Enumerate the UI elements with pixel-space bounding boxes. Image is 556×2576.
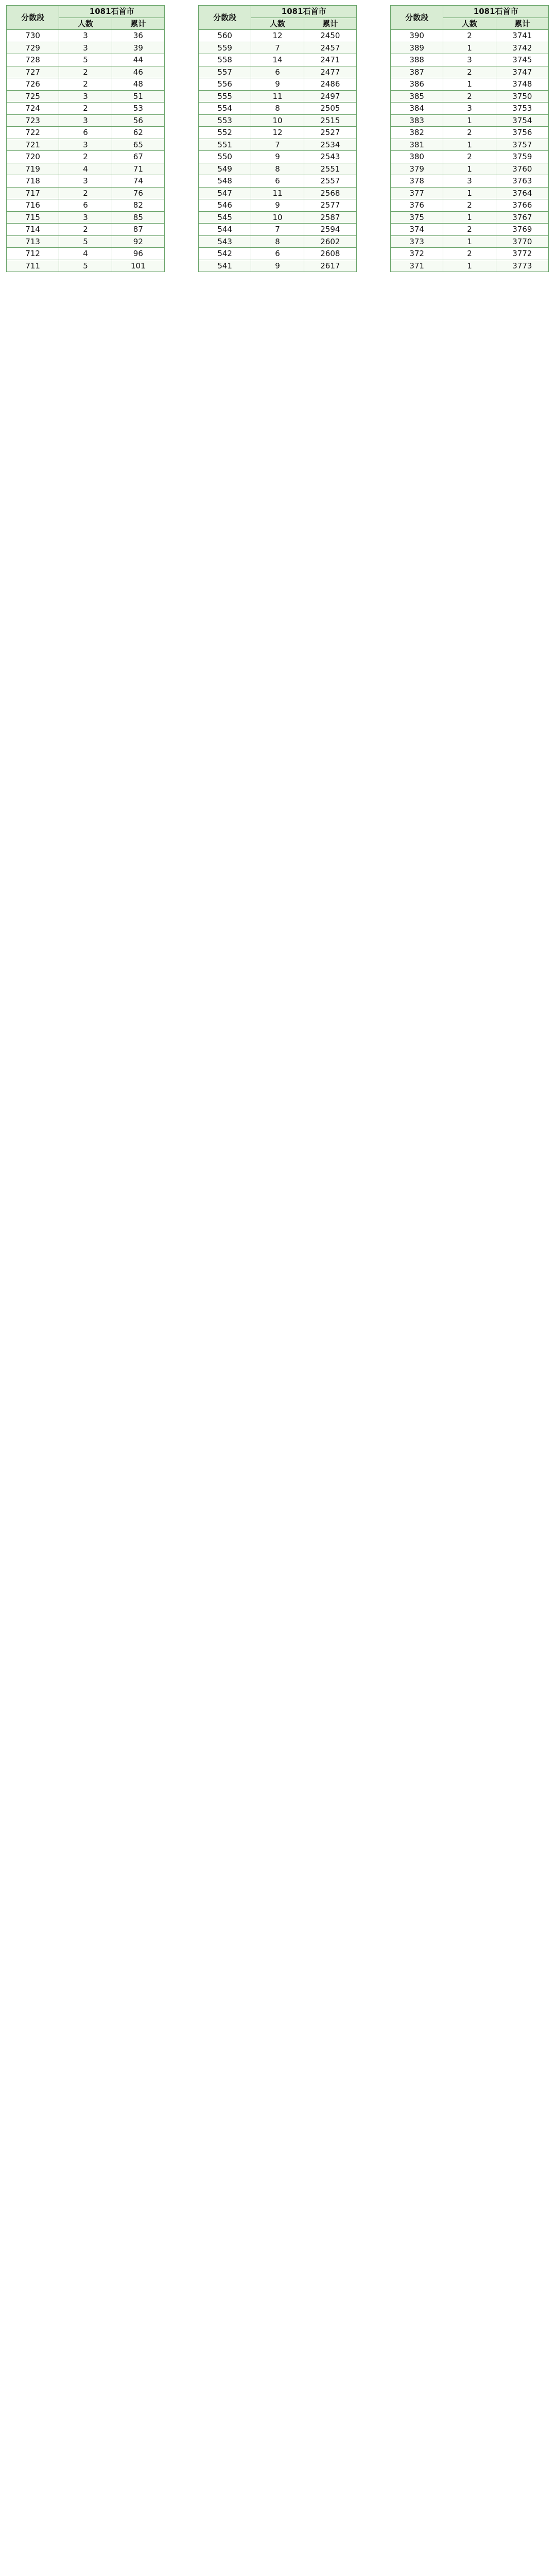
- count-cell: 4: [59, 163, 112, 175]
- table-row: [199, 211, 357, 224]
- count-cell: 2: [443, 248, 496, 260]
- cumulative-cell: 3754: [496, 114, 548, 127]
- table-row: [199, 224, 357, 236]
- table-row: [391, 90, 549, 103]
- count-cell: 1: [443, 187, 496, 199]
- count-cell: 6: [59, 127, 112, 139]
- cumulative-cell: 2527: [304, 127, 356, 139]
- score-cell: 375: [391, 211, 443, 224]
- score-cell: 726: [7, 78, 59, 91]
- cumulative-cell: 3763: [496, 175, 548, 188]
- score-cell: 371: [391, 260, 443, 272]
- count-cell: 9: [251, 151, 304, 163]
- group-header: 1081石首市: [59, 6, 165, 18]
- score-cell: 558: [199, 54, 251, 66]
- score-cell: 541: [199, 260, 251, 272]
- score-cell: 383: [391, 114, 443, 127]
- col-count-header: 人数: [251, 18, 304, 30]
- count-cell: 2: [443, 127, 496, 139]
- cumulative-cell: 76: [112, 187, 164, 199]
- table-row: [7, 103, 165, 115]
- col-count-header: 人数: [59, 18, 112, 30]
- table-row: [391, 66, 549, 78]
- count-cell: 1: [443, 260, 496, 272]
- table-row: [391, 260, 549, 272]
- cumulative-cell: 56: [112, 114, 164, 127]
- count-cell: 6: [59, 199, 112, 212]
- table-row: [199, 199, 357, 212]
- score-cell: 373: [391, 235, 443, 248]
- cumulative-cell: 2617: [304, 260, 356, 272]
- table-row: [7, 114, 165, 127]
- group-header: 1081石首市: [251, 6, 357, 18]
- score-cell: 389: [391, 42, 443, 54]
- count-cell: 9: [251, 78, 304, 91]
- score-cell: 390: [391, 30, 443, 42]
- table-row: [199, 163, 357, 175]
- cumulative-cell: 87: [112, 224, 164, 236]
- count-cell: 11: [251, 90, 304, 103]
- count-cell: 2: [59, 66, 112, 78]
- table-row: [391, 199, 549, 212]
- table-row: [391, 139, 549, 151]
- count-cell: 1: [443, 42, 496, 54]
- cumulative-cell: 3741: [496, 30, 548, 42]
- cumulative-cell: 74: [112, 175, 164, 188]
- score-cell: 378: [391, 175, 443, 188]
- score-cell: 546: [199, 199, 251, 212]
- table-row: [391, 42, 549, 54]
- table-row: [391, 187, 549, 199]
- score-cell: 717: [7, 187, 59, 199]
- score-cell: 715: [7, 211, 59, 224]
- group-header: 1081石首市: [443, 6, 549, 18]
- count-cell: 2: [59, 151, 112, 163]
- table-row: [7, 139, 165, 151]
- table-body: [7, 30, 165, 272]
- col-score-header: 分数段: [391, 6, 443, 30]
- score-cell: 549: [199, 163, 251, 175]
- count-cell: 8: [251, 163, 304, 175]
- count-cell: 3: [59, 90, 112, 103]
- cumulative-cell: 2557: [304, 175, 356, 188]
- cumulative-cell: 48: [112, 78, 164, 91]
- cumulative-cell: 3748: [496, 78, 548, 91]
- score-cell: 719: [7, 163, 59, 175]
- count-cell: 2: [443, 224, 496, 236]
- table-row: [199, 127, 357, 139]
- table-row: [199, 175, 357, 188]
- col-cum-header: 累计: [304, 18, 356, 30]
- table-row: [391, 78, 549, 91]
- count-cell: 3: [443, 54, 496, 66]
- cumulative-cell: 101: [112, 260, 164, 272]
- score-cell: 730: [7, 30, 59, 42]
- cumulative-cell: 2602: [304, 235, 356, 248]
- count-cell: 11: [251, 187, 304, 199]
- cumulative-cell: 3767: [496, 211, 548, 224]
- cumulative-cell: 3753: [496, 103, 548, 115]
- count-cell: 8: [251, 103, 304, 115]
- cumulative-cell: 65: [112, 139, 164, 151]
- count-cell: 1: [443, 163, 496, 175]
- cumulative-cell: 2515: [304, 114, 356, 127]
- count-cell: 2: [443, 151, 496, 163]
- count-cell: 14: [251, 54, 304, 66]
- score-cell: 560: [199, 30, 251, 42]
- score-cell: 556: [199, 78, 251, 91]
- score-cell: 544: [199, 224, 251, 236]
- score-cell: 714: [7, 224, 59, 236]
- cumulative-cell: 3742: [496, 42, 548, 54]
- table-row: [391, 30, 549, 42]
- table-row: [199, 78, 357, 91]
- score-cell: 555: [199, 90, 251, 103]
- count-cell: 7: [251, 139, 304, 151]
- score-cell: 722: [7, 127, 59, 139]
- table-row: [199, 54, 357, 66]
- count-cell: 5: [59, 54, 112, 66]
- col-score-header: 分数段: [7, 6, 59, 30]
- cumulative-cell: 3773: [496, 260, 548, 272]
- score-cell: 387: [391, 66, 443, 78]
- cumulative-cell: 3750: [496, 90, 548, 103]
- score-cell: 382: [391, 127, 443, 139]
- cumulative-cell: 53: [112, 103, 164, 115]
- score-cell: 381: [391, 139, 443, 151]
- count-cell: 9: [251, 199, 304, 212]
- score-cell: 554: [199, 103, 251, 115]
- table-row: [199, 235, 357, 248]
- count-cell: 6: [251, 66, 304, 78]
- count-cell: 1: [443, 78, 496, 91]
- cumulative-cell: 2477: [304, 66, 356, 78]
- table-row: [391, 224, 549, 236]
- cumulative-cell: 92: [112, 235, 164, 248]
- score-table-3: [390, 5, 549, 272]
- score-cell: 716: [7, 199, 59, 212]
- table-row: [7, 211, 165, 224]
- count-cell: 2: [59, 224, 112, 236]
- count-cell: 2: [443, 90, 496, 103]
- cumulative-cell: 67: [112, 151, 164, 163]
- score-table-2: [198, 5, 357, 272]
- cumulative-cell: 46: [112, 66, 164, 78]
- cumulative-cell: 2587: [304, 211, 356, 224]
- cumulative-cell: 2534: [304, 139, 356, 151]
- cumulative-cell: 3760: [496, 163, 548, 175]
- table-row: [199, 114, 357, 127]
- col-score-header: 分数段: [199, 6, 251, 30]
- table-row: [199, 260, 357, 272]
- cumulative-cell: 3769: [496, 224, 548, 236]
- count-cell: 3: [59, 211, 112, 224]
- table-row: [199, 42, 357, 54]
- cumulative-cell: 2450: [304, 30, 356, 42]
- table-row: [7, 151, 165, 163]
- cumulative-cell: 2568: [304, 187, 356, 199]
- cumulative-cell: 2505: [304, 103, 356, 115]
- cumulative-cell: 2577: [304, 199, 356, 212]
- table-row: [199, 66, 357, 78]
- table-row: [199, 90, 357, 103]
- count-cell: 10: [251, 211, 304, 224]
- score-cell: 374: [391, 224, 443, 236]
- cumulative-cell: 2594: [304, 224, 356, 236]
- table-row: [7, 66, 165, 78]
- score-table-1: [6, 5, 165, 272]
- table-row: [7, 127, 165, 139]
- count-cell: 6: [251, 248, 304, 260]
- score-cell: 547: [199, 187, 251, 199]
- score-cell: 377: [391, 187, 443, 199]
- score-cell: 559: [199, 42, 251, 54]
- count-cell: 3: [59, 175, 112, 188]
- score-cell: 543: [199, 235, 251, 248]
- col-cum-header: 累计: [112, 18, 164, 30]
- count-cell: 3: [59, 114, 112, 127]
- count-cell: 1: [443, 114, 496, 127]
- cumulative-cell: 62: [112, 127, 164, 139]
- score-cell: 553: [199, 114, 251, 127]
- score-cell: 548: [199, 175, 251, 188]
- count-cell: 4: [59, 248, 112, 260]
- table-body: [391, 30, 549, 272]
- cumulative-cell: 2543: [304, 151, 356, 163]
- score-cell: 376: [391, 199, 443, 212]
- count-cell: 10: [251, 114, 304, 127]
- table-row: [7, 187, 165, 199]
- cumulative-cell: 51: [112, 90, 164, 103]
- count-cell: 9: [251, 260, 304, 272]
- col-count-header: 人数: [443, 18, 496, 30]
- score-cell: 718: [7, 175, 59, 188]
- score-cell: 372: [391, 248, 443, 260]
- table-row: [7, 30, 165, 42]
- count-cell: 3: [59, 139, 112, 151]
- count-cell: 2: [59, 187, 112, 199]
- count-cell: 2: [443, 30, 496, 42]
- cumulative-cell: 2471: [304, 54, 356, 66]
- count-cell: 7: [251, 42, 304, 54]
- table-body: [199, 30, 357, 272]
- cumulative-cell: 2497: [304, 90, 356, 103]
- score-cell: 379: [391, 163, 443, 175]
- table-row: [391, 211, 549, 224]
- score-cell: 551: [199, 139, 251, 151]
- count-cell: 12: [251, 127, 304, 139]
- cumulative-cell: 3772: [496, 248, 548, 260]
- cumulative-cell: 36: [112, 30, 164, 42]
- count-cell: 2: [443, 199, 496, 212]
- table-row: [199, 30, 357, 42]
- cumulative-cell: 3759: [496, 151, 548, 163]
- count-cell: 2: [443, 66, 496, 78]
- score-cell: 727: [7, 66, 59, 78]
- score-cell: 724: [7, 103, 59, 115]
- count-cell: 3: [443, 175, 496, 188]
- table-row: [391, 235, 549, 248]
- table-row: [391, 127, 549, 139]
- score-cell: 720: [7, 151, 59, 163]
- cumulative-cell: 2551: [304, 163, 356, 175]
- count-cell: 6: [251, 175, 304, 188]
- cumulative-cell: 82: [112, 199, 164, 212]
- cumulative-cell: 44: [112, 54, 164, 66]
- table-row: [7, 224, 165, 236]
- count-cell: 3: [443, 103, 496, 115]
- table-row: [199, 187, 357, 199]
- table-row: [7, 248, 165, 260]
- score-cell: 721: [7, 139, 59, 151]
- cumulative-cell: 3764: [496, 187, 548, 199]
- table-row: [391, 163, 549, 175]
- table-row: [7, 42, 165, 54]
- table-row: [7, 163, 165, 175]
- table-row: [391, 175, 549, 188]
- cumulative-cell: 3756: [496, 127, 548, 139]
- cumulative-cell: 71: [112, 163, 164, 175]
- table-row: [391, 151, 549, 163]
- count-cell: 8: [251, 235, 304, 248]
- cumulative-cell: 2457: [304, 42, 356, 54]
- count-cell: 1: [443, 211, 496, 224]
- score-cell: 725: [7, 90, 59, 103]
- score-cell: 723: [7, 114, 59, 127]
- count-cell: 3: [59, 42, 112, 54]
- count-cell: 2: [59, 78, 112, 91]
- score-cell: 713: [7, 235, 59, 248]
- table-row: [7, 78, 165, 91]
- table-row: [199, 139, 357, 151]
- count-cell: 5: [59, 260, 112, 272]
- score-cell: 552: [199, 127, 251, 139]
- cumulative-cell: 39: [112, 42, 164, 54]
- count-cell: 12: [251, 30, 304, 42]
- score-cell: 550: [199, 151, 251, 163]
- score-cell: 711: [7, 260, 59, 272]
- count-cell: 2: [59, 103, 112, 115]
- cumulative-cell: 85: [112, 211, 164, 224]
- count-cell: 3: [59, 30, 112, 42]
- cumulative-cell: 3766: [496, 199, 548, 212]
- col-cum-header: 累计: [496, 18, 548, 30]
- count-cell: 5: [59, 235, 112, 248]
- table-row: [7, 235, 165, 248]
- table-row: [391, 54, 549, 66]
- score-cell: 386: [391, 78, 443, 91]
- table-row: [199, 103, 357, 115]
- table-row: [199, 151, 357, 163]
- cumulative-cell: 96: [112, 248, 164, 260]
- score-cell: 557: [199, 66, 251, 78]
- score-cell: 542: [199, 248, 251, 260]
- table-row: [7, 54, 165, 66]
- cumulative-cell: 2486: [304, 78, 356, 91]
- cumulative-cell: 3747: [496, 66, 548, 78]
- table-row: [7, 260, 165, 272]
- cumulative-cell: 2608: [304, 248, 356, 260]
- cumulative-cell: 3757: [496, 139, 548, 151]
- cumulative-cell: 3745: [496, 54, 548, 66]
- table-row: [7, 90, 165, 103]
- table-row: [7, 199, 165, 212]
- count-cell: 1: [443, 139, 496, 151]
- score-cell: 545: [199, 211, 251, 224]
- count-cell: 1: [443, 235, 496, 248]
- cumulative-cell: 3770: [496, 235, 548, 248]
- score-cell: 729: [7, 42, 59, 54]
- score-cell: 712: [7, 248, 59, 260]
- score-cell: 388: [391, 54, 443, 66]
- table-row: [199, 248, 357, 260]
- table-row: [7, 175, 165, 188]
- table-row: [391, 103, 549, 115]
- table-row: [391, 114, 549, 127]
- score-cell: 380: [391, 151, 443, 163]
- table-row: [391, 248, 549, 260]
- score-cell: 385: [391, 90, 443, 103]
- score-cell: 384: [391, 103, 443, 115]
- score-cell: 728: [7, 54, 59, 66]
- count-cell: 7: [251, 224, 304, 236]
